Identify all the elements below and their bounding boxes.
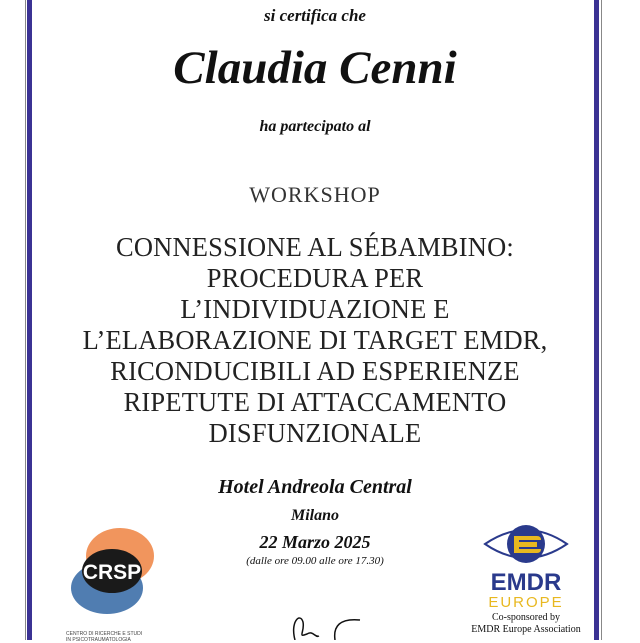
- emdr-logo: [470, 522, 582, 611]
- crsp-logo-text: CRSP: [82, 561, 142, 584]
- cosponsor-line: Co-sponsored by: [491, 612, 561, 623]
- recipient-name: Claudia Cenni: [173, 42, 457, 94]
- venue: Hotel Andreola Central: [218, 476, 412, 498]
- crsp-caption: [66, 631, 162, 643]
- crsp-logo-mark: [62, 526, 162, 616]
- event-title-line: DISFUNZIONALE: [208, 418, 422, 448]
- event-title: [0, 232, 630, 449]
- hours: (dalle ore 09.00 alle ore 17.30): [246, 555, 384, 567]
- event-type: WORKSHOP: [249, 182, 381, 207]
- city: Milano: [290, 507, 339, 524]
- date: 22 Marzo 2025: [259, 532, 371, 552]
- emdr-logo-line1: EMDR: [490, 569, 562, 596]
- crsp-caption-line: IN PSICOTRAUMATOLOGIA: [66, 637, 131, 643]
- crsp-caption-line: CENTRO DI RICERCHE E STUDI: [66, 631, 143, 637]
- event-title-line: RIPETUTE DI ATTACCAMENTO: [123, 387, 507, 417]
- cosponsor: [456, 612, 596, 636]
- event-title-line: L’ELABORAZIONE DI TARGET EMDR,: [82, 325, 548, 355]
- participated-line: ha partecipato al: [259, 118, 371, 135]
- cosponsor-line: EMDR Europe Association: [471, 624, 581, 635]
- event-title-line: L’INDIVIDUAZIONE E: [180, 294, 450, 324]
- signature: [285, 612, 375, 640]
- certify-line: si certifica che: [264, 6, 366, 25]
- emdr-eye-icon: [481, 522, 571, 566]
- event-title-line: CONNESSIONE AL SÉBAMBINO:: [116, 232, 514, 262]
- crsp-logo: [62, 526, 162, 643]
- event-title-line: PROCEDURA PER: [206, 263, 424, 293]
- event-title-line: RICONDUCIBILI AD ESPERIENZE: [110, 356, 520, 386]
- emdr-logo-line2: EUROPE: [488, 594, 564, 611]
